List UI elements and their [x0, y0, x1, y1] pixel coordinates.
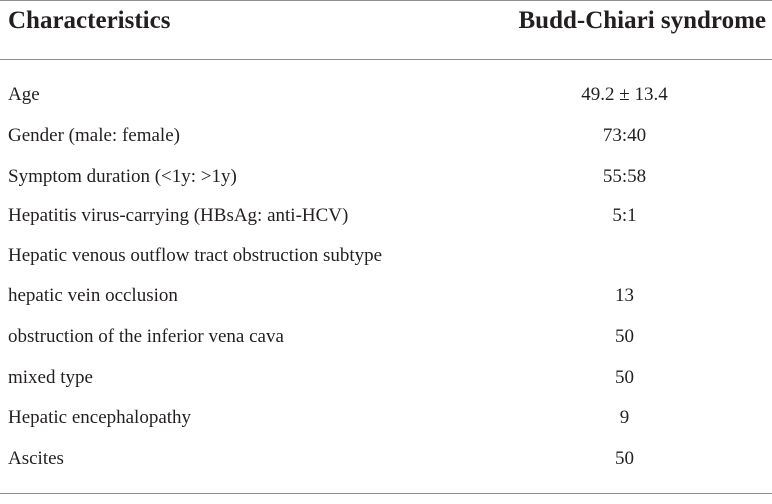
table-row-gender	[0, 122, 772, 162]
row-label: mixed type	[8, 367, 93, 388]
row-value: 49.2 ± 13.4	[581, 84, 668, 105]
table-row-outflow-subtype	[0, 242, 772, 282]
row-label: Hepatic encephalopathy	[8, 407, 192, 428]
table-row-ascites	[0, 445, 772, 485]
top-rule	[0, 0, 772, 1]
header-characteristics: Characteristics	[8, 7, 171, 34]
row-value: 73:40	[602, 125, 647, 146]
row-value: 50	[615, 367, 634, 388]
row-label: Gender (male: female)	[8, 125, 180, 146]
table-row-mixed-type	[0, 364, 772, 404]
row-value: 9	[619, 407, 630, 428]
table-row-hepatitis	[0, 202, 772, 242]
row-label: Age	[8, 84, 40, 105]
row-value: 13	[615, 285, 634, 306]
table-row-encephalopathy	[0, 404, 772, 444]
row-label: obstruction of the inferior vena cava	[8, 326, 284, 347]
header-budd-chiari: Budd-Chiari syndrome	[518, 7, 766, 34]
row-value: 50	[615, 448, 634, 469]
row-label: Ascites	[8, 448, 64, 469]
table-row-symptom-duration	[0, 163, 772, 203]
row-value: 5:1	[612, 205, 637, 226]
table-row-hepatic-vein-occlusion	[0, 282, 772, 322]
bottom-rule	[0, 493, 772, 494]
row-value: 55:58	[602, 166, 647, 187]
table-row-age	[0, 81, 772, 121]
table-row-ivc-obstruction	[0, 323, 772, 363]
row-label: Symptom duration (<1y: >1y)	[8, 166, 237, 187]
row-label: Hepatitis virus-carrying (HBsAg: anti-HCV)	[8, 205, 349, 226]
row-value: 50	[615, 326, 634, 347]
row-label: hepatic vein occlusion	[8, 285, 178, 306]
header-rule	[0, 59, 772, 60]
row-label: Hepatic venous outflow tract obstruction subtype	[8, 245, 383, 266]
